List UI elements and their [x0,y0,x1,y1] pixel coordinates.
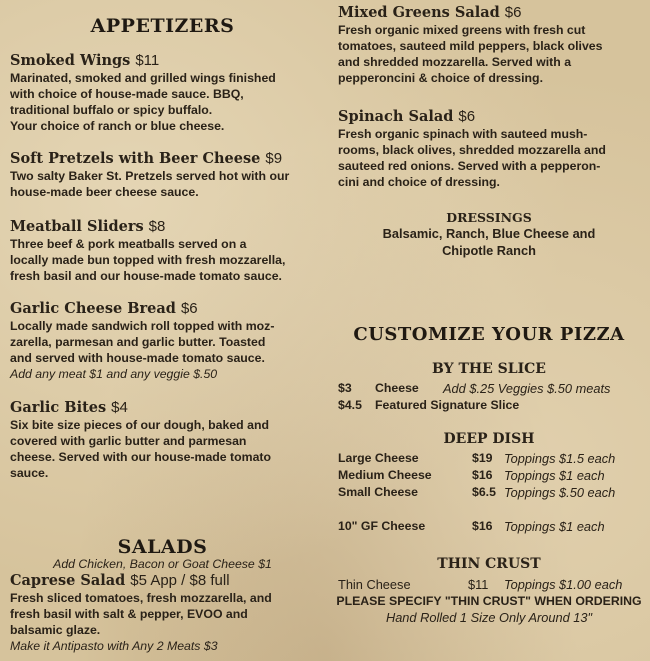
thin-crust-notice: PLEASE SPECIFY "THIN CRUST" WHEN ORDERING [336,594,642,608]
item-name: Garlic Bites [10,399,107,416]
item-price: $6 [180,300,198,317]
item-description: Six bite size pieces of our dough, baked and covered with garlic butter and parmesan cheese. Served with our house-made tomato sauce. [10,418,272,480]
item-description: Marinated, smoked and grilled wings finished with choice of house-made sauce. BBQ, traditional buffalo or spicy buffalo. Your choice of ranch or blue cheese. [10,71,276,133]
item-name: Soft Pretzels with Beer Cheese [10,150,261,167]
item-note: Add any meat $1 and any veggie $.50 [10,367,218,381]
deep-dish-heading: DEEP DISH [443,431,535,447]
slice-price: $4.5 [338,398,362,412]
slice-name: Featured Signature Slice [375,398,520,412]
menu-item-smoked-wings [10,52,321,134]
item-name: Caprese Salad [10,572,126,589]
item-description: Fresh sliced tomatoes, fresh mozzarella, and fresh basil with salt & pepper, EVOO and balsamic glaze. Make it Antipasto with Any 2 Meats $3 [10,590,321,654]
item-description: Fresh organic spinach with sauteed mush- rooms, black olives, shredded mozzarella and sauteed red onions. Served with a pepperon- cini and choice of dressing. [338,127,606,189]
menu-item-garlic-bites [10,399,321,481]
menu-item-spinach-salad [338,108,644,190]
item-price: $8 [148,218,166,235]
item-price: $5 App / $8 full [130,572,230,589]
menu-item-caprese-salad [10,572,321,654]
pizza-heading: CUSTOMIZE YOUR PIZZA [353,324,625,345]
slice-extra: Add $.25 Veggies $.50 meats [443,381,611,396]
item-description: Fresh organic mixed greens with fresh cut tomatoes, sauteed mild peppers, black olives and shredded mozzarella. Served with a pepperoncini & choice of dressing. [338,23,603,85]
dressings-heading: DRESSINGS [446,210,532,225]
menu-item-mixed-greens-salad [338,4,644,86]
menu-page: APPETIZERS Smoked Wings $11 Marinated, smoked and grilled wings finished with choice of house-made sauce. BBQ, traditional buffalo or spicy buffalo. Your choice of ranch or blue cheese. Soft Pretzels with Beer Cheese $9 Two salty Baker St. Pretzels served hot with our house-made beer cheese sauce. Meatball Sliders $8 Three beef & pork meatballs served on a locally made bun topped with fresh mozzarella, fresh basil and our house-made tomato sauce. Garlic Cheese Bread $6 Locally made sandwich roll topped with moz- zarella, parmesan and garlic butter. Toasted and served with house-made tomato sauce. Add any meat $1 and any veggie $.50 Garlic Bites $4 Six bite size pieces of our dough, baked and covered with garlic butter and parmesan cheese. Served with our house-made tomato sauce. SALADS Add Chicken, Bacon or Goat Cheese $1 Caprese Salad $5 App / $8 full Fresh sliced tomatoes, fresh mozzarella, and fresh basil with salt & pepper, EVOO and balsamic glaze. Make it Antipasto with Any 2 Meats $3 Mixed Greens Salad $6 Fresh organic mixed greens with fresh cut tomatoes, sauteed mild peppers, black olives and shredded mozzarella. Served with a pepperoncini & choice of dressing. Spinach Salad $6 Fresh organic spinach with sauteed mush- rooms, black olives, shredded mozzarella and sauteed red onions. Served with a pepperon- cini and choice of dressing. DRESSINGS Balsamic, Ranch, Blue Cheese and Chipotle Ranch CUSTOMIZE YOUR PIZZA BY THE SLICE $3 Cheese Add $.25 Veggies $.50 meats $4.5 Featured Signature Slice DEEP DISH Large Cheese $19 Toppings $1.5 each Medium Cheese $16 Toppings $1 each Small Cheese $6.5 Toppings $.50 each 10" GF Cheese $16 Toppings $1 each THIN CRUST Thin Cheese $11 Toppings $1.00 each PLEASE SPECIFY "THIN CRUST" WHEN ORDERING Hand Rolled 1 Size Only Around 13" [0,0,650,661]
item-price: $4 [111,399,128,416]
by-the-slice-heading: BY THE SLICE [432,361,546,377]
item-name: Garlic Cheese Bread [10,300,176,317]
item-description: Three beef & pork meatballs served on a locally made bun topped with fresh mozzarella, fresh basil and our house-made tomato sauce. [10,237,286,283]
item-name: Spinach Salad [338,108,454,125]
item-price: $11 [135,52,160,69]
dressings-list: Balsamic, Ranch, Blue Cheese and Chipotle Ranch [382,226,596,258]
item-description: Two salty Baker St. Pretzels served hot with our house-made beer cheese sauce. [10,169,290,199]
dressings-block [330,210,648,259]
slice-name: Cheese [375,381,419,395]
item-note: Make it Antipasto with Any 2 Meats $3 [10,639,218,653]
salads-heading: SALADS [117,536,208,558]
slice-price: $3 [338,381,352,395]
item-name: Smoked Wings [10,52,131,69]
menu-item-garlic-cheese-bread [10,300,321,382]
item-name: Meatball Sliders [10,218,144,235]
item-price: $6 [458,108,476,125]
menu-item-soft-pretzels [10,150,321,200]
thin-crust-heading: THIN CRUST [437,556,541,572]
item-price: $6 [504,4,522,21]
thin-crust-note: Hand Rolled 1 Size Only Around 13" [385,610,593,625]
item-price: $9 [265,150,283,167]
item-name: Mixed Greens Salad [338,4,500,21]
salads-note: Add Chicken, Bacon or Goat Cheese $1 [53,557,272,571]
item-description: Locally made sandwich roll topped with moz- zarella, parmesan and garlic butter. Toasted and served with house-made tomato sauce. Add any meat $1 and any veggie $.50 [10,318,321,382]
menu-item-meatball-sliders [10,218,321,284]
appetizers-heading: APPETIZERS [90,15,235,37]
